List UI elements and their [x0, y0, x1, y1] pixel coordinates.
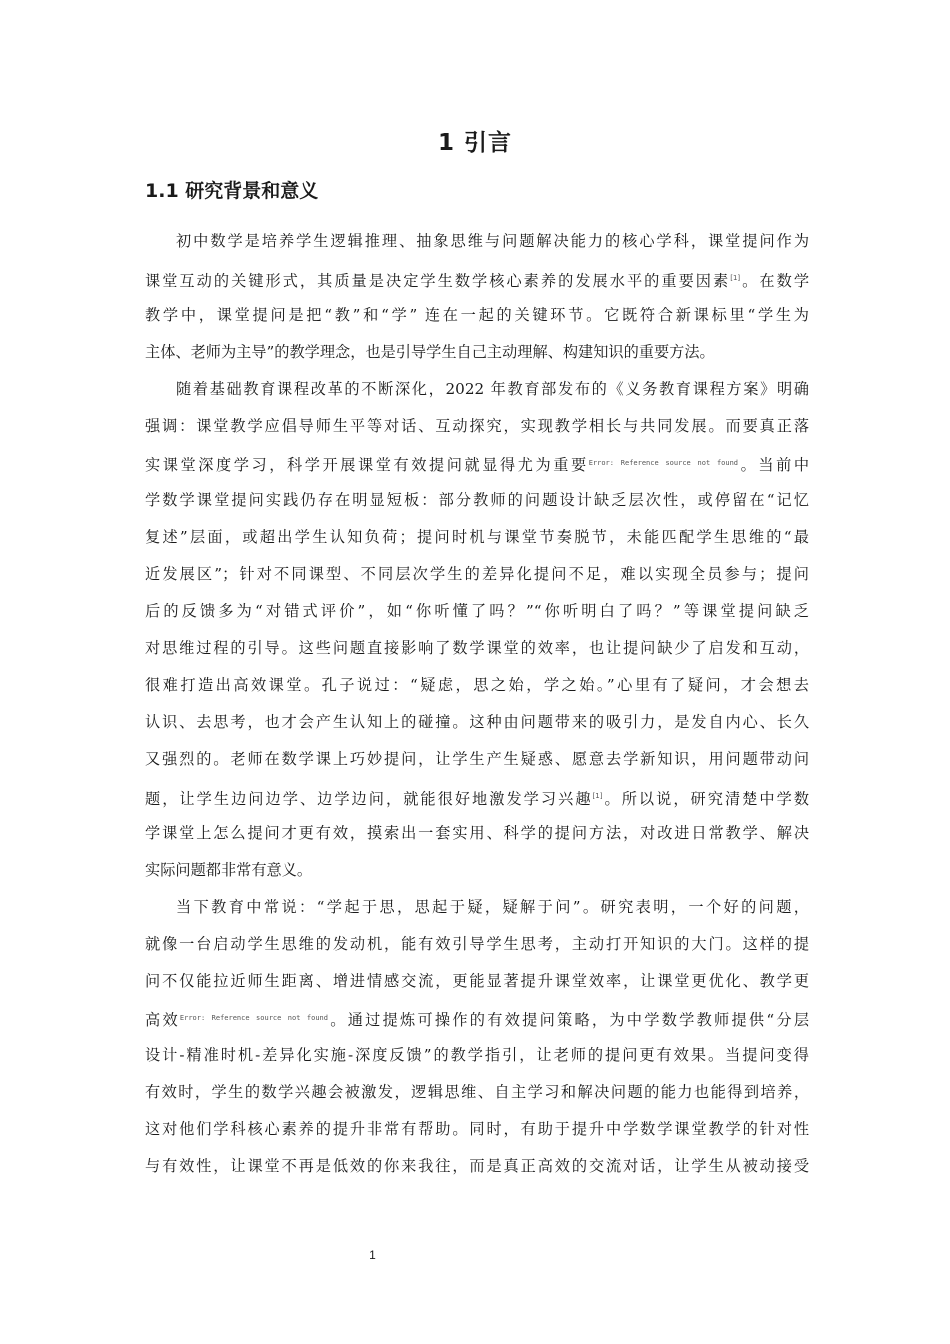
text-segment: 实课堂深度学习，科学开展课堂有效提问就显得尤为重要	[145, 456, 589, 474]
text-line	[145, 445, 809, 482]
body-text	[145, 223, 809, 1185]
text-line	[145, 593, 809, 630]
text-line	[145, 297, 809, 334]
text-line	[145, 260, 809, 297]
text-segment: 。所以说，研究清楚中学数	[602, 790, 809, 808]
text-segment: 当下教育中常说：“学起于思，思起于疑，疑解于问”。研究表明，一个好的问题，	[176, 898, 809, 916]
text-segment: 教学中，课堂提问是把“教”和“学” 连在一起的关键环节。它既符合新课标里“学生为	[145, 306, 809, 324]
text-segment: 随着基础教育课程改革的不断深化，2022 年教育部发布的《义务教育课程方案》明确	[176, 380, 809, 398]
text-segment: 课堂互动的关键形式，其质量是决定学生数学核心素养的发展水平的重要因素	[145, 272, 731, 290]
text-segment: 。通过提炼可操作的有效提问策略，为中学数学教师提供“分层	[328, 1011, 809, 1029]
text-segment: 问不仅能拉近师生距离、增进情感交流，更能显著提升课堂效率，让课堂更优化、教学更	[145, 972, 809, 990]
text-line	[145, 334, 809, 371]
citation-marker: [1]	[592, 792, 603, 800]
text-line	[145, 482, 809, 519]
reference-error-note: Error: Reference source not found	[179, 1014, 328, 1022]
text-line	[145, 667, 809, 704]
text-segment: 就像一台启动学生思维的发动机，能有效引导学生思考，主动打开知识的大门。这样的提	[145, 935, 809, 953]
section-title: 1.1 研究背景和意义	[145, 180, 319, 202]
text-line	[145, 1000, 809, 1037]
text-segment: 。当前中	[738, 456, 809, 474]
text-segment: 学课堂上怎么提问才更有效，摸索出一套实用、科学的提问方法，对改进日常教学、解决	[145, 824, 809, 842]
text-segment: 对思维过程的引导。这些问题直接影响了数学课堂的效率，也让提问缺少了启发和互动，	[145, 639, 809, 657]
text-line	[145, 926, 809, 963]
text-segment: 初中数学是培养学生逻辑推理、抽象思维与问题解决能力的核心学科，课堂提问作为	[176, 232, 809, 250]
text-segment: 很难打造出高效课堂。孔子说过：“疑虑，思之始，学之始。”心里有了疑问，才会想去	[145, 676, 809, 694]
text-segment: 认识、去思考，也才会产生认知上的碰撞。这种由问题带来的吸引力，是发自内心、长久	[145, 713, 809, 731]
text-segment: 实际问题都非常有意义。	[145, 861, 313, 879]
text-segment: 与有效性，让课堂不再是低效的你来我往，而是真正高效的交流对话，让学生从被动接受	[145, 1157, 809, 1175]
text-line	[145, 852, 809, 889]
text-line	[145, 815, 809, 852]
text-line	[145, 1148, 809, 1185]
text-segment: 设计-精准时机-差异化实施-深度反馈”的教学指引，让老师的提问更有效果。当提问变得	[145, 1046, 809, 1064]
page-number: 1	[369, 1248, 376, 1262]
text-line	[145, 778, 809, 815]
text-line	[145, 519, 809, 556]
text-line	[145, 371, 809, 408]
text-line	[145, 1037, 809, 1074]
text-line	[145, 556, 809, 593]
text-segment: 学数学课堂提问实践仍存在明显短板：部分教师的问题设计缺乏层次性，或停留在“记忆	[145, 491, 809, 509]
reference-error-note: Error: Reference source not found	[588, 459, 739, 467]
text-segment: 又强烈的。老师在数学课上巧妙提问，让学生产生疑惑、愿意去学新知识，用问题带动问	[145, 750, 809, 768]
text-segment: 复述”层面，或超出学生认知负荷；提问时机与课堂节奏脱节，未能匹配学生思维的“最	[145, 528, 809, 546]
text-line	[145, 741, 809, 778]
text-segment: 强调：课堂教学应倡导师生平等对话、互动探究，实现教学相长与共同发展。而要真正落	[145, 417, 809, 435]
citation-marker: [1]	[730, 274, 741, 282]
text-segment: 主体、老师为主导”的教学理念，也是引导学生自己主动理解、构建知识的重要方法。	[145, 343, 715, 361]
text-segment: 近发展区”；针对不同课型、不同层次学生的差异化提问不足，难以实现全员参与；提问	[145, 565, 809, 583]
text-segment: 有效时，学生的数学兴趣会被激发，逻辑思维、自主学习和解决问题的能力也能得到培养，	[145, 1083, 809, 1101]
text-segment: 题，让学生边问边学、边学边问，就能很好地激发学习兴趣	[145, 790, 593, 808]
text-line	[145, 889, 809, 926]
text-segment: 这对他们学科核心素养的提升非常有帮助。同时，有助于提升中学数学课堂教学的针对性	[145, 1120, 809, 1138]
text-line	[145, 1074, 809, 1111]
text-segment: 。在数学	[740, 272, 809, 290]
text-line	[145, 223, 809, 260]
text-line	[145, 1111, 809, 1148]
text-line	[145, 963, 809, 1000]
text-line	[145, 704, 809, 741]
text-line	[145, 630, 809, 667]
text-segment: 后的反馈多为“对错式评价”，如“你听懂了吗？”“你听明白了吗？”等课堂提问缺乏	[145, 602, 809, 620]
chapter-title: 1 引言	[437, 130, 512, 156]
text-segment: 高效	[145, 1011, 180, 1029]
text-line	[145, 408, 809, 445]
